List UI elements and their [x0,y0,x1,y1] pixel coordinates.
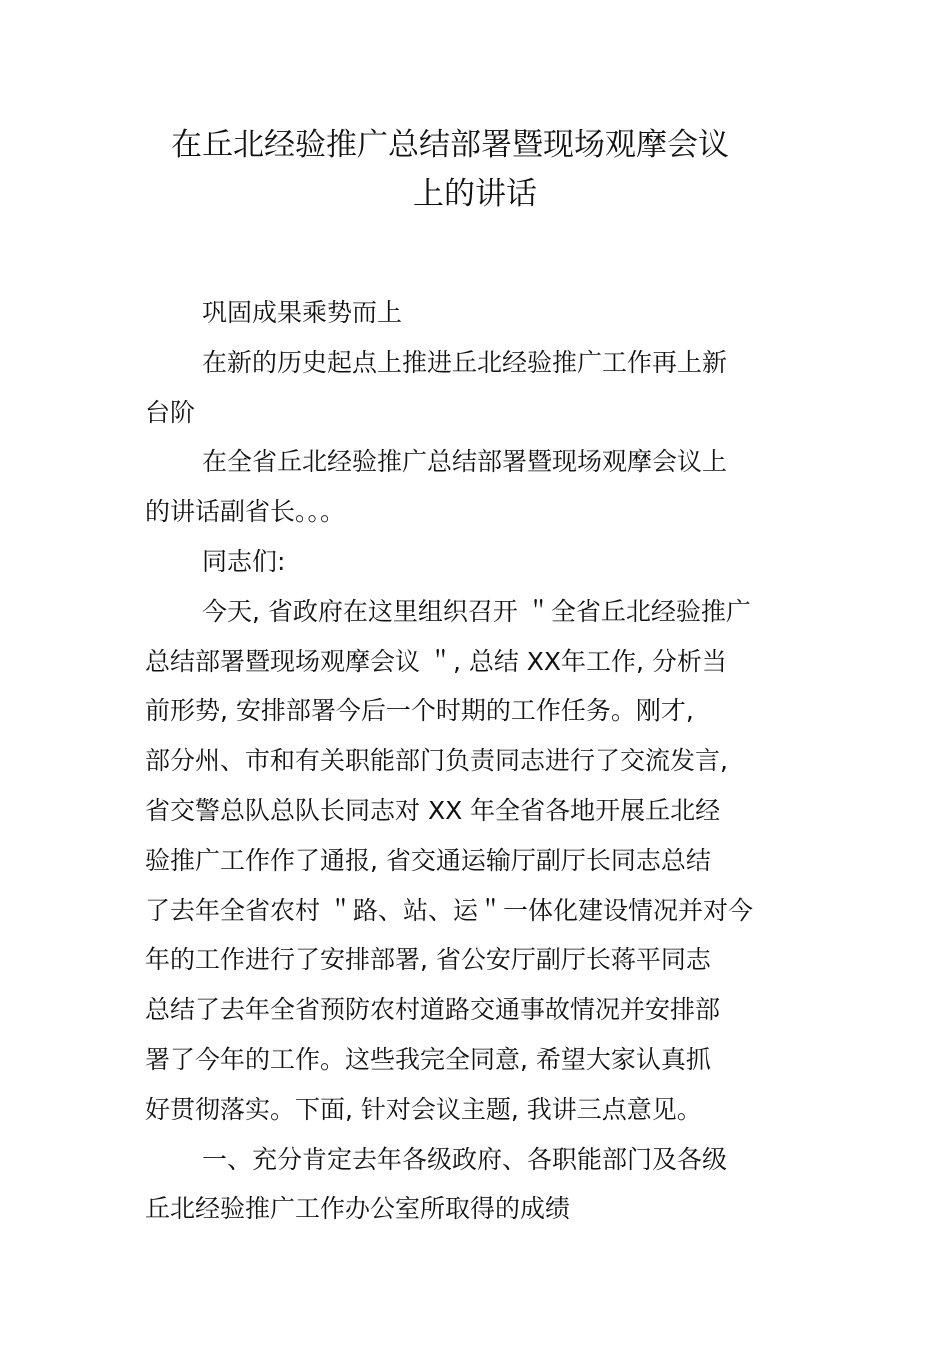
body-line: 丘北经验推广工作办公室所取得的成绩 [145,1194,571,1224]
body-line: 验推广工作作了通报, 省交通运输厅副厅长同志总结 [145,845,711,875]
body-line: 同志们: [202,546,286,576]
body-line: 今天, 省政府在这里组织召开 ＂全省丘北经验推广 [202,596,751,626]
body-line: 巩固成果乘势而上 [202,298,403,327]
body-line: 在全省丘北经验推广总结部署暨现场观摩会议上 [202,447,728,477]
body-line: 年的工作进行了安排部署, 省公安厅副厅长蒋平同志 [145,945,711,975]
body-line: 的讲话副省长。。。 [145,497,346,527]
body-line: 省交警总队总队长同志对 XX 年全省各地开展丘北经 [145,795,721,825]
body-line: 台阶 [145,397,196,427]
body-line: 总结了去年全省预防农村道路交通事故情况并安排部 [145,995,721,1025]
document-body [145,288,805,1234]
body-line: 一、充分肯定去年各级政府、各职能部门及各级 [202,1144,728,1174]
document-title-line-2: 上的讲话 [413,176,537,212]
document-title-line-1: 在丘北经验推广总结部署暨现场观摩会议 [171,127,729,163]
body-line: 部分州、市和有关职能部门负责同志进行了交流发言, [145,746,728,776]
body-line: 好贯彻落实。下面, 针对会议主题, 我讲三点意见。 [145,1094,702,1124]
body-line: 在新的历史起点上推进丘北经验推广工作再上新 [202,347,728,377]
body-line: 署了今年的工作。这些我完全同意, 希望大家认真抓 [145,1044,711,1074]
body-line: 前形势, 安排部署今后一个时期的工作任务。刚才, [145,696,694,726]
body-line: 总结部署暨现场观摩会议 ＂, 总结 XX年工作, 分析当 [145,646,727,676]
body-line: 了去年全省农村 ＂路、站、运＂一体化建设情况并对今 [145,895,753,925]
